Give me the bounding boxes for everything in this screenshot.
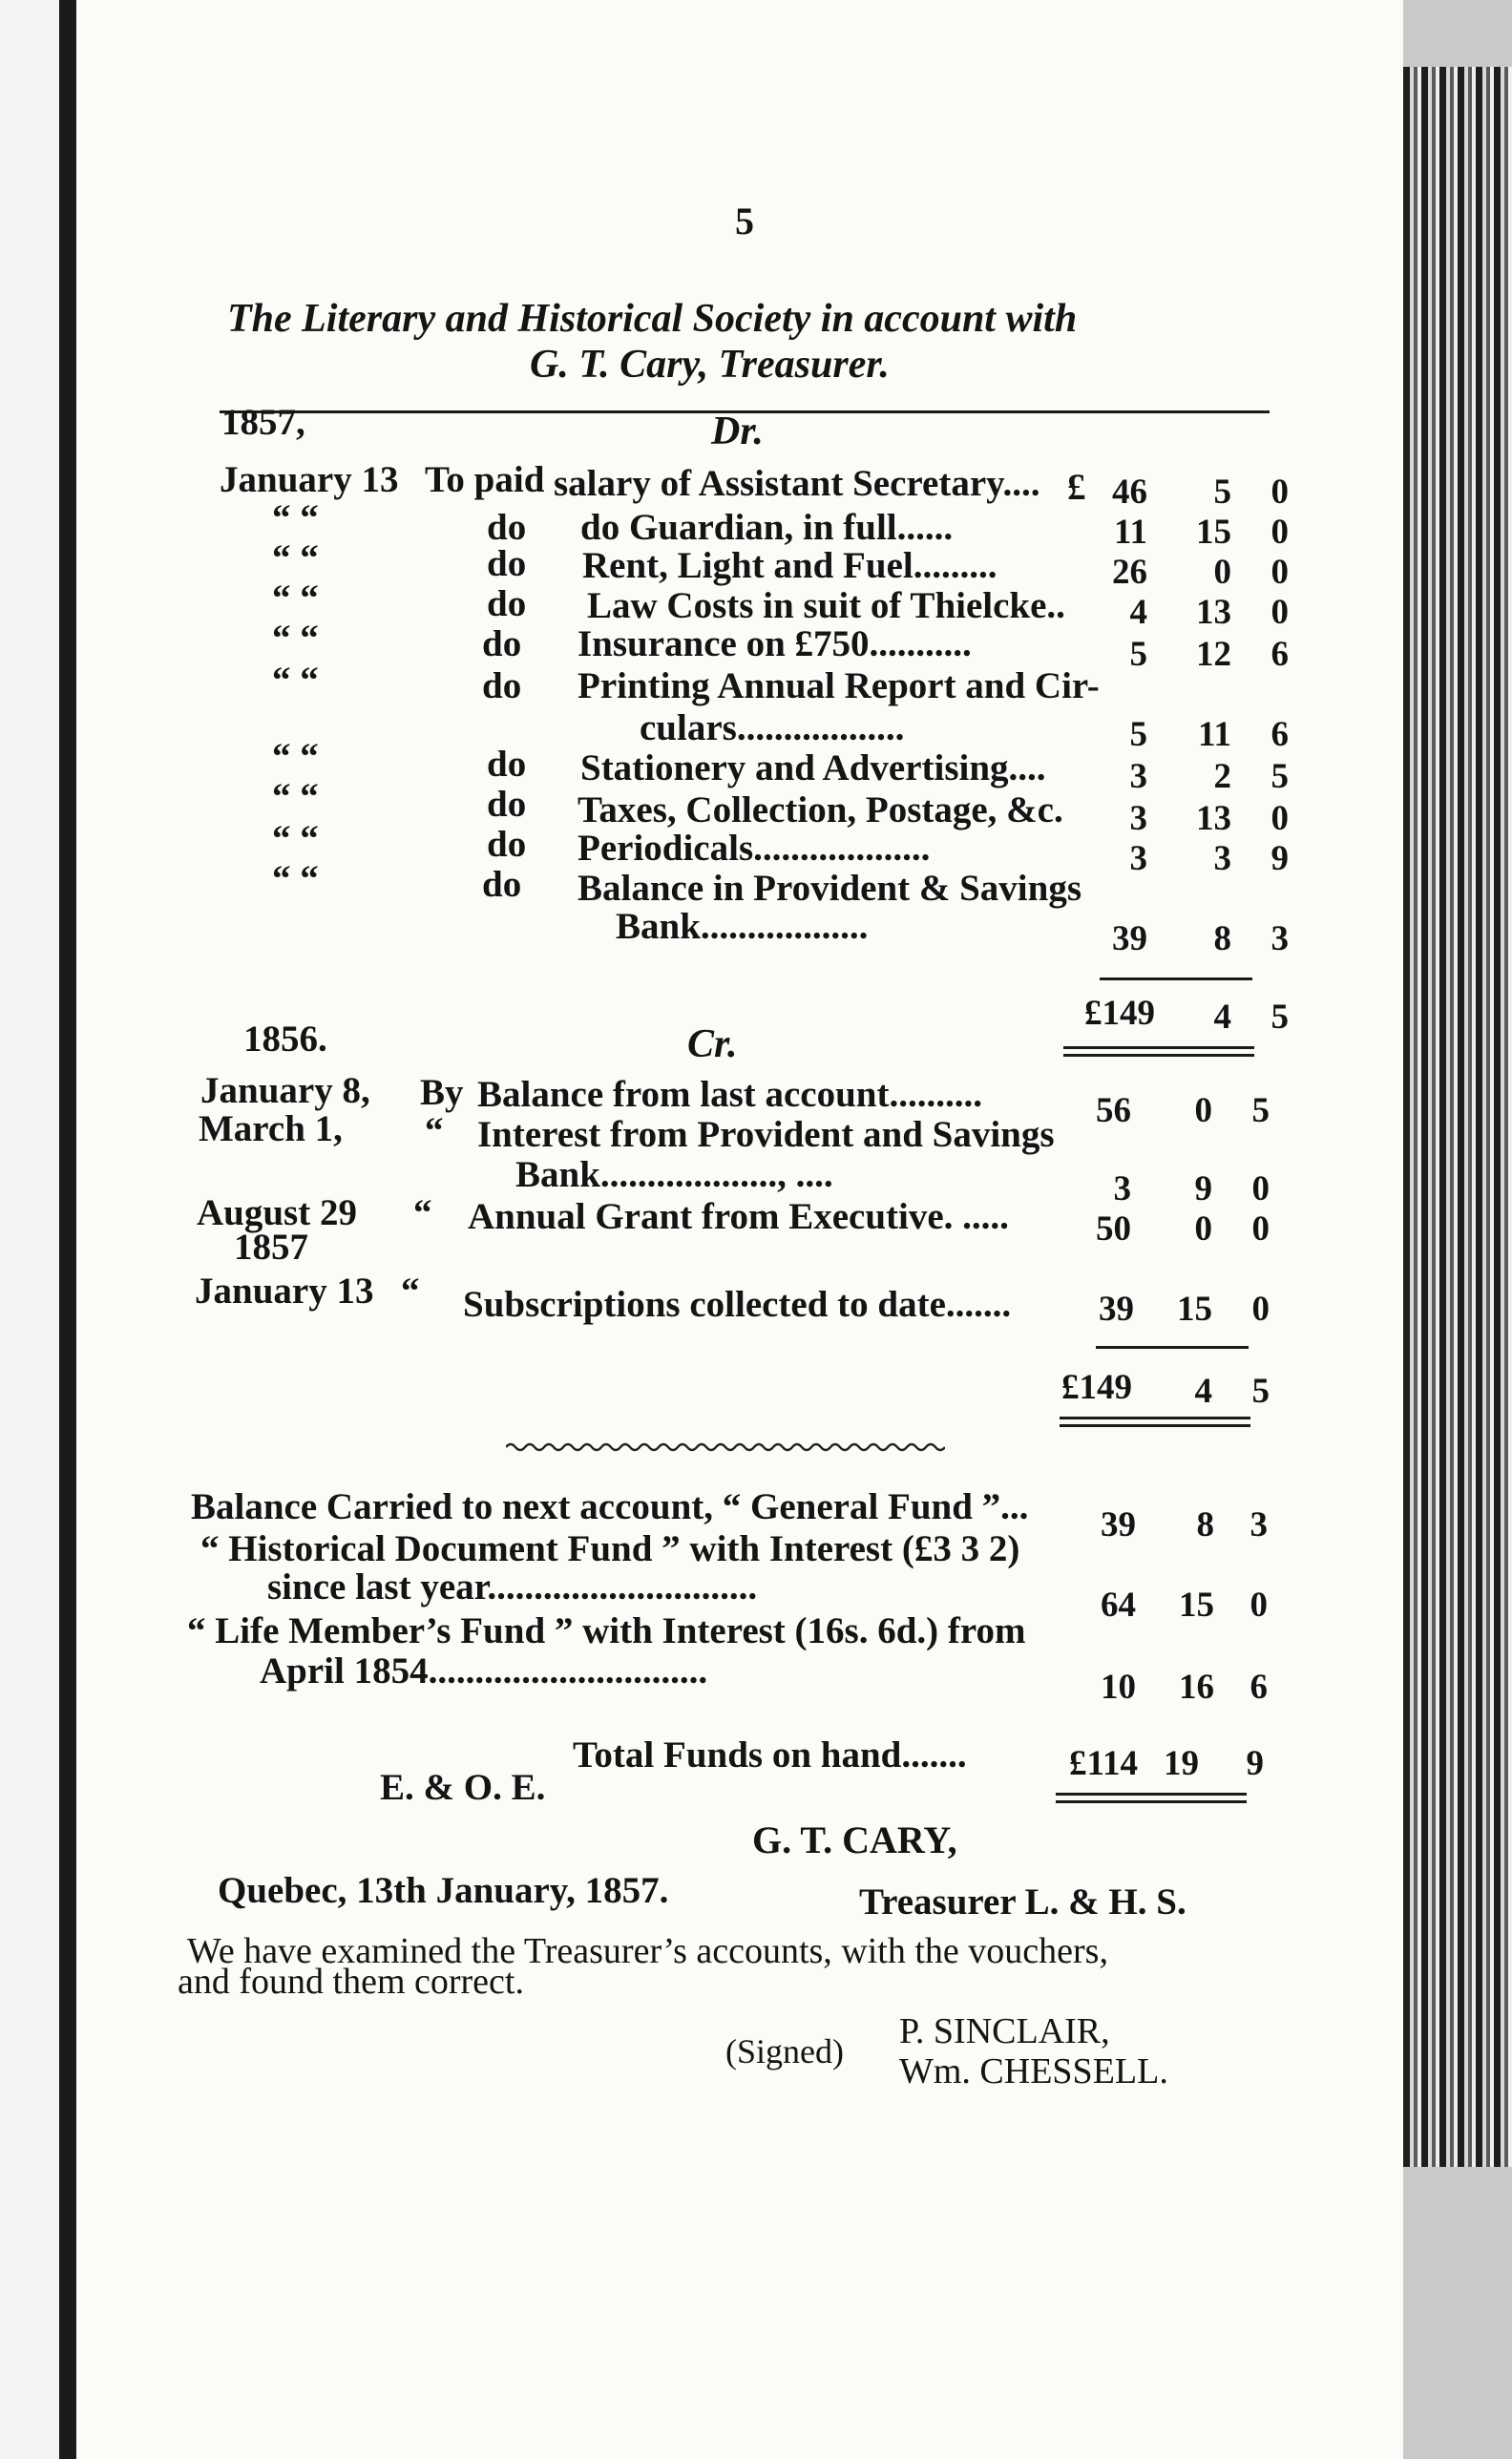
ditto-marks: “ “	[272, 660, 319, 701]
amount-pounds: 3	[1129, 757, 1147, 796]
total-funds-shillings: 19	[1164, 1744, 1199, 1783]
amount-pounds: 4	[1129, 593, 1147, 632]
fund-line-cont: since last year.............................	[267, 1566, 758, 1608]
credit-date: March 1,	[199, 1108, 343, 1149]
amount-pence: 5	[1251, 1091, 1270, 1130]
debit-prefix: do	[487, 543, 527, 584]
amount-pence: 9	[1270, 839, 1289, 878]
amount-shillings: 3	[1213, 839, 1231, 878]
credit-description: Balance from last account..........	[477, 1074, 982, 1115]
ditto-marks: “ “	[272, 858, 319, 899]
credit-date: January 8,	[200, 1070, 370, 1111]
currency-symbol: £	[1067, 467, 1086, 508]
audit-statement-line-1: We have examined the Treasurer’s accounts, with the vouchers,	[187, 1931, 1108, 1971]
signed-label: (Signed)	[725, 2032, 844, 2070]
amount-shillings: 11	[1198, 715, 1231, 754]
amount-pence: 0	[1250, 1586, 1268, 1625]
debit-heading: Dr.	[711, 410, 764, 453]
amount-pounds: 26	[1112, 553, 1147, 592]
debit-description: salary of Assistant Secretary....	[554, 463, 1040, 504]
amount-shillings: 15	[1179, 1586, 1214, 1625]
total-double-rule	[1056, 1793, 1247, 1796]
credit-total-pence: 5	[1251, 1372, 1270, 1411]
amount-shillings: 9	[1194, 1169, 1212, 1208]
debit-year: 1857,	[221, 402, 305, 443]
amount-pence: 6	[1250, 1668, 1268, 1707]
amount-shillings: 0	[1213, 553, 1231, 592]
debit-description: Rent, Light and Fuel.........	[582, 545, 998, 586]
credit-total-pounds: £149	[1061, 1368, 1132, 1407]
ditto-marks: “ “	[272, 578, 319, 619]
amount-pence: 0	[1270, 473, 1289, 512]
debit-description-cont: Bank..................	[616, 906, 869, 947]
credit-description: Subscriptions collected to date.......	[463, 1284, 1012, 1325]
total-funds-pounds: £114	[1069, 1744, 1138, 1783]
total-double-rule	[1056, 1800, 1247, 1803]
amount-shillings: 13	[1196, 799, 1231, 838]
debit-prefix: do	[487, 784, 527, 825]
sum-rule	[1100, 977, 1252, 980]
amount-pence: 6	[1270, 715, 1289, 754]
left-margin	[0, 0, 59, 2459]
amount-pounds: 5	[1129, 635, 1147, 674]
amount-shillings: 2	[1213, 757, 1231, 796]
debit-prefix: do	[487, 744, 527, 785]
amount-pounds: 5	[1129, 715, 1147, 754]
fund-line: “ Historical Document Fund ” with Interest (£3 3 2)	[200, 1528, 1020, 1569]
credit-year: 1856.	[243, 1019, 327, 1060]
audit-statement-line-2: and found them correct.	[178, 1962, 524, 2002]
ditto-marks: “ “	[272, 776, 319, 817]
auditor-2: Wm. CHESSELL.	[899, 2051, 1168, 2091]
amount-pounds: 39	[1112, 919, 1147, 958]
page-edges	[1403, 67, 1512, 2167]
amount-pence: 0	[1270, 593, 1289, 632]
sum-rule	[1096, 1346, 1249, 1349]
amount-shillings: 0	[1194, 1091, 1212, 1130]
debit-description-cont: culars..................	[640, 707, 905, 748]
credit-date: January 13	[195, 1271, 374, 1312]
debit-total-pence: 5	[1270, 998, 1289, 1037]
amount-pounds: 39	[1099, 1290, 1134, 1329]
amount-pence: 0	[1251, 1290, 1270, 1329]
signatory-name: G. T. CARY,	[752, 1818, 957, 1861]
amount-pounds: 46	[1112, 473, 1147, 512]
credit-prefix: “	[401, 1271, 420, 1312]
ditto-marks: “ “	[272, 818, 319, 859]
page-number: 5	[735, 200, 754, 242]
place-and-date: Quebec, 13th January, 1857.	[218, 1870, 669, 1911]
total-funds-pence: 9	[1246, 1744, 1264, 1783]
auditor-1: P. SINCLAIR,	[899, 2011, 1110, 2051]
amount-pence: 0	[1270, 799, 1289, 838]
title-line-1: The Literary and Historical Society in account with	[227, 297, 1078, 341]
debit-description: Law Costs in suit of Thielcke..	[587, 585, 1065, 626]
ditto-marks: “ “	[272, 537, 319, 578]
credit-description: Annual Grant from Executive. .....	[468, 1196, 1009, 1237]
debit-total-pounds: £149	[1084, 994, 1155, 1033]
amount-shillings: 8	[1196, 1505, 1214, 1545]
debit-prefix: do	[482, 864, 522, 905]
total-double-rule	[1060, 1417, 1250, 1419]
credit-prefix: “	[425, 1110, 444, 1151]
debit-total-shillings: 4	[1213, 998, 1231, 1037]
debit-prefix: do	[482, 665, 522, 706]
book-spine	[59, 0, 76, 2459]
debit-prefix: do	[487, 824, 527, 865]
amount-pence: 0	[1251, 1169, 1270, 1208]
debit-description: Balance in Provident & Savings	[578, 868, 1082, 909]
amount-shillings: 5	[1213, 473, 1231, 512]
total-double-rule	[1060, 1424, 1250, 1427]
debit-prefix: do	[487, 507, 527, 548]
amount-pence: 6	[1270, 635, 1289, 674]
fund-line-cont: April 1854..............................	[260, 1650, 708, 1692]
total-funds-label: Total Funds on hand.......	[573, 1734, 967, 1776]
amount-pounds: 3	[1113, 1169, 1131, 1208]
amount-shillings: 0	[1194, 1209, 1212, 1249]
amount-pounds: 50	[1096, 1209, 1131, 1249]
amount-pence: 0	[1270, 553, 1289, 592]
debit-prefix: do	[482, 623, 522, 664]
credit-description-cont: Bank..................., ....	[515, 1154, 833, 1195]
total-double-rule	[1063, 1046, 1254, 1049]
amount-pence: 0	[1251, 1209, 1270, 1249]
ditto-marks: “ “	[272, 497, 319, 538]
treasurer-title: Treasurer L. & H. S.	[859, 1881, 1186, 1923]
fund-line: Balance Carried to next account, “ General Fund ”...	[191, 1486, 1029, 1527]
amount-pence: 3	[1270, 919, 1289, 958]
credit-year-marker: 1857	[234, 1227, 308, 1268]
ditto-marks: “ “	[272, 736, 319, 777]
debit-date: January 13	[220, 459, 399, 500]
amount-shillings: 15	[1177, 1290, 1212, 1329]
amount-shillings: 8	[1213, 919, 1231, 958]
credit-description: Interest from Provident and Savings	[477, 1114, 1055, 1155]
debit-description: Insurance on £750...........	[578, 623, 972, 664]
fund-line: “ Life Member’s Fund ” with Interest (16s. 6d.) from	[187, 1610, 1026, 1651]
debit-description: do Guardian, in full......	[580, 507, 954, 548]
ditto-marks: “ “	[272, 618, 319, 659]
amount-pence: 0	[1270, 513, 1289, 552]
amount-pounds: 39	[1101, 1505, 1136, 1545]
credit-prefix: By	[420, 1072, 464, 1113]
amount-shillings: 12	[1196, 635, 1231, 674]
amount-pounds: 56	[1096, 1091, 1131, 1130]
amount-pounds: 3	[1129, 799, 1147, 838]
credit-date: August 29	[197, 1192, 357, 1233]
amount-pounds: 11	[1114, 513, 1147, 552]
debit-description: Stationery and Advertising....	[580, 747, 1046, 788]
amount-pence: 3	[1250, 1505, 1268, 1545]
wavy-separator	[506, 1440, 945, 1455]
total-double-rule	[1063, 1054, 1254, 1057]
credit-prefix: “	[413, 1192, 432, 1233]
amount-pounds: 64	[1101, 1586, 1136, 1625]
debit-prefix: do	[487, 583, 527, 624]
amount-pounds: 10	[1101, 1668, 1136, 1707]
amount-shillings: 15	[1196, 513, 1231, 552]
title-line-2: G. T. Cary, Treasurer.	[530, 343, 890, 387]
amount-pence: 5	[1270, 757, 1289, 796]
amount-pounds: 3	[1129, 839, 1147, 878]
credit-total-shillings: 4	[1194, 1372, 1212, 1411]
debit-description: Taxes, Collection, Postage, &c.	[578, 789, 1063, 830]
errors-excepted: E. & O. E.	[380, 1767, 546, 1808]
amount-shillings: 13	[1196, 593, 1231, 632]
credit-heading: Cr.	[687, 1022, 738, 1066]
amount-shillings: 16	[1179, 1668, 1214, 1707]
debit-description: Periodicals...................	[578, 828, 931, 869]
debit-prefix: To paid	[425, 459, 545, 500]
debit-description: Printing Annual Report and Cir-	[578, 665, 1100, 706]
